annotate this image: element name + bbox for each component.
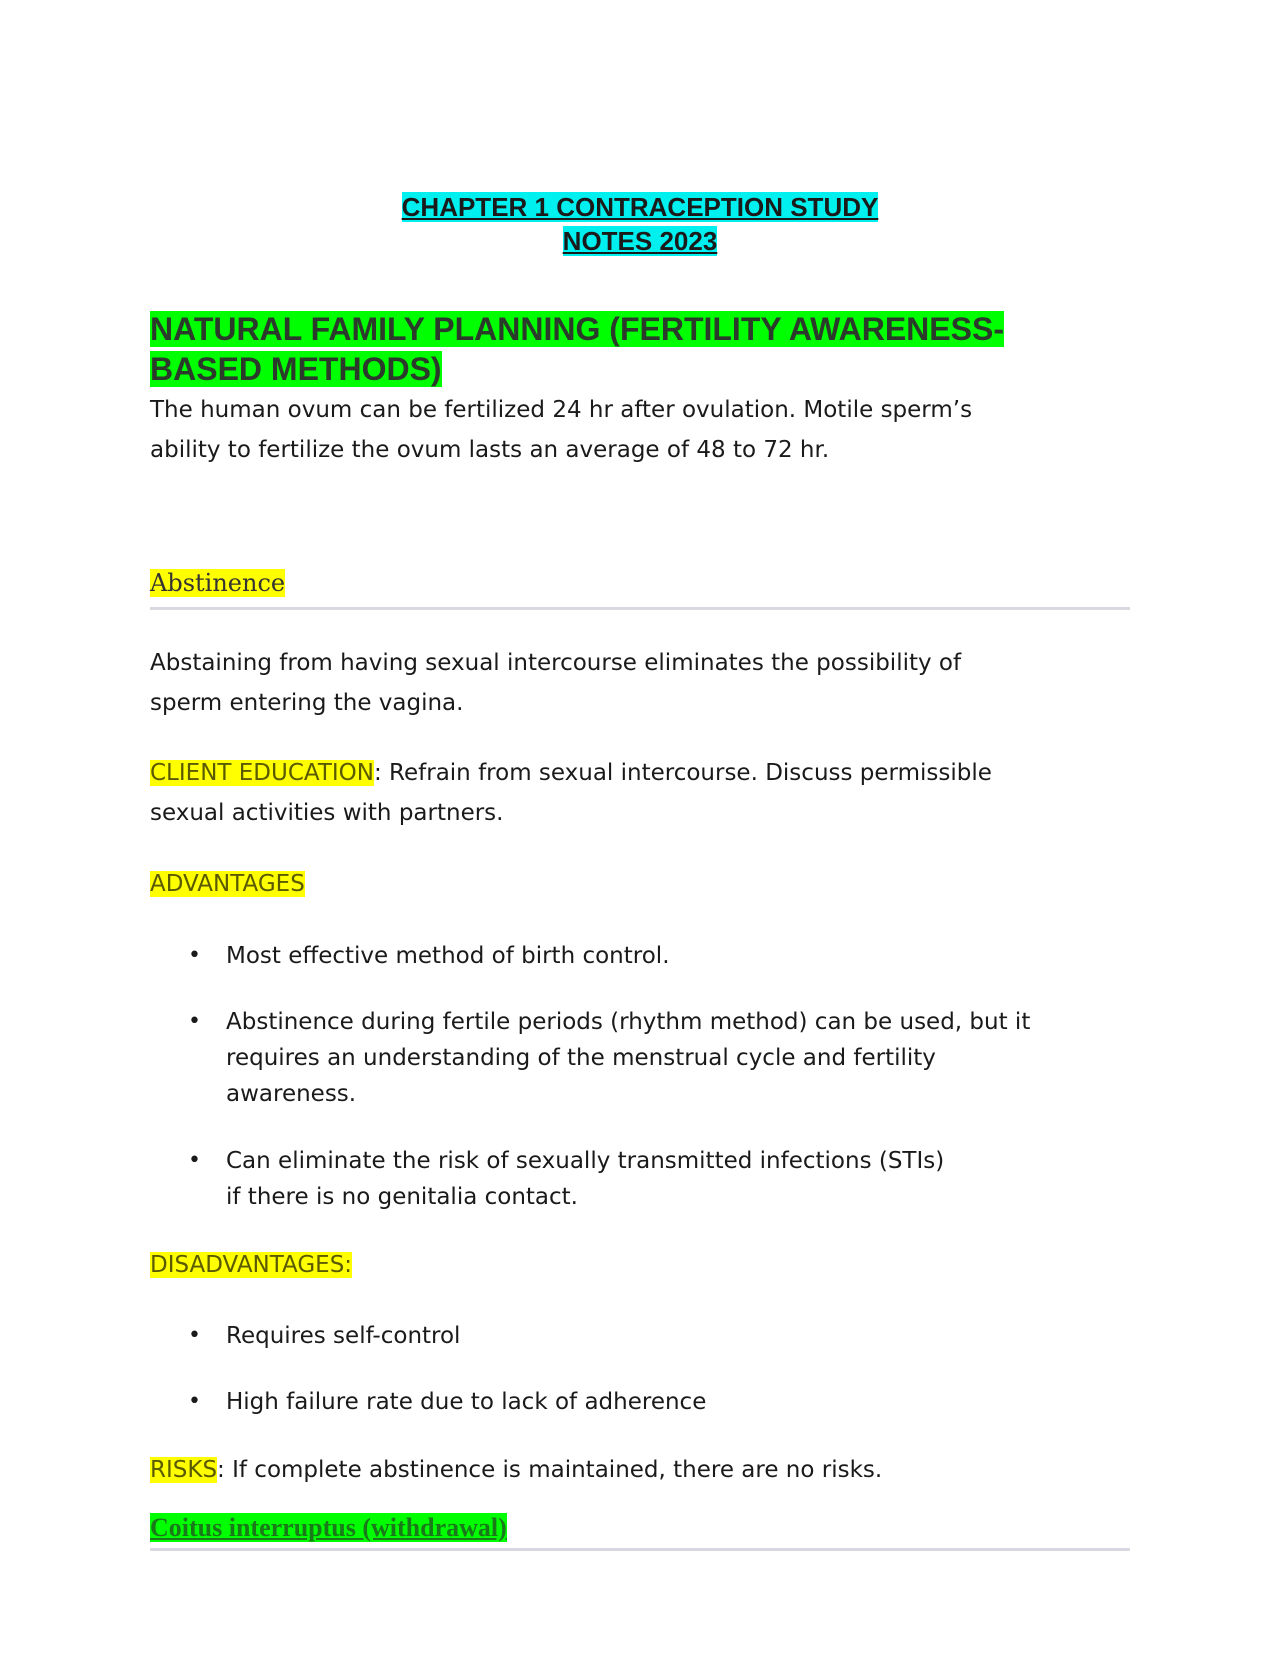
risks-text: : If complete abstinence is maintained, there are no risks. — [217, 1457, 883, 1483]
bullet-icon: • — [188, 1009, 201, 1034]
title-text-2: NOTES 2023 — [562, 226, 718, 256]
document-title-line-1 — [0, 190, 1280, 224]
advantage-item-3 — [226, 1143, 1126, 1215]
advantage-item-1-line-1: Most effective method of birth control. — [226, 943, 670, 969]
section-divider — [150, 1548, 1130, 1551]
advantage-item-2 — [226, 1004, 1126, 1112]
disadvantages-label-text: DISADVANTAGES: — [150, 1252, 353, 1278]
section-heading-line-1 — [150, 309, 1150, 349]
advantages-label — [150, 868, 305, 900]
bullet-icon: • — [188, 1389, 201, 1414]
bullet-icon: • — [188, 943, 201, 968]
advantage-item-2-line-3: awareness. — [226, 1081, 357, 1107]
disadvantages-label — [150, 1249, 352, 1281]
section-divider — [150, 607, 1130, 610]
document-title-line-2 — [0, 224, 1280, 258]
intro-line-1: The human ovum can be fertilized 24 hr after ovulation. Motile sperm’s — [150, 397, 973, 423]
advantage-item-1 — [226, 938, 1126, 974]
risks-label: RISKS — [150, 1457, 218, 1483]
advantage-item-2-line-1: Abstinence during fertile periods (rhythm method) can be used, but it — [226, 1009, 1031, 1035]
disadvantage-item-2-line-1: High failure rate due to lack of adherence — [226, 1389, 707, 1415]
intro-line-2: ability to fertilize the ovum lasts an average of 48 to 72 hr. — [150, 437, 830, 463]
abstinence-desc-line-1: Abstaining from having sexual intercourse eliminates the possibility of — [150, 650, 962, 676]
client-education-label: CLIENT EDUCATION — [150, 760, 374, 786]
client-education-text: : Refrain from sexual intercourse. Discuss permissible — [373, 760, 992, 786]
disadvantage-item-1 — [226, 1318, 1126, 1354]
abstinence-heading-text: Abstinence — [150, 569, 286, 597]
disadvantage-item-1-line-1: Requires self-control — [226, 1323, 461, 1349]
bullet-icon: • — [188, 1148, 201, 1173]
withdrawal-heading — [150, 1511, 507, 1545]
abstinence-heading — [150, 566, 285, 600]
section-heading-line-2 — [150, 349, 1150, 389]
disadvantage-item-2 — [226, 1384, 1126, 1420]
section-heading-text-2: BASED METHODS) — [150, 351, 442, 387]
title-text-1: CHAPTER 1 CONTRACEPTION STUDY — [401, 192, 879, 222]
client-education-line-1 — [150, 753, 1110, 793]
bullet-icon: • — [188, 1323, 201, 1348]
advantage-item-3-line-1: Can eliminate the risk of sexually transmitted infections (STIs) — [226, 1148, 945, 1174]
risks-line — [150, 1450, 1110, 1490]
advantage-item-3-line-2: if there is no genitalia contact. — [226, 1184, 578, 1210]
abstinence-desc-line-2: sperm entering the vagina. — [150, 690, 464, 716]
advantage-item-2-line-2: requires an understanding of the menstrual cycle and fertility — [226, 1045, 936, 1071]
advantages-label-text: ADVANTAGES — [150, 871, 305, 897]
section-heading-text-1: NATURAL FAMILY PLANNING (FERTILITY AWARENESS- — [150, 311, 1004, 347]
client-education-line-2: sexual activities with partners. — [150, 800, 504, 826]
withdrawal-heading-text: Coitus interruptus (withdrawal) — [150, 1513, 507, 1542]
